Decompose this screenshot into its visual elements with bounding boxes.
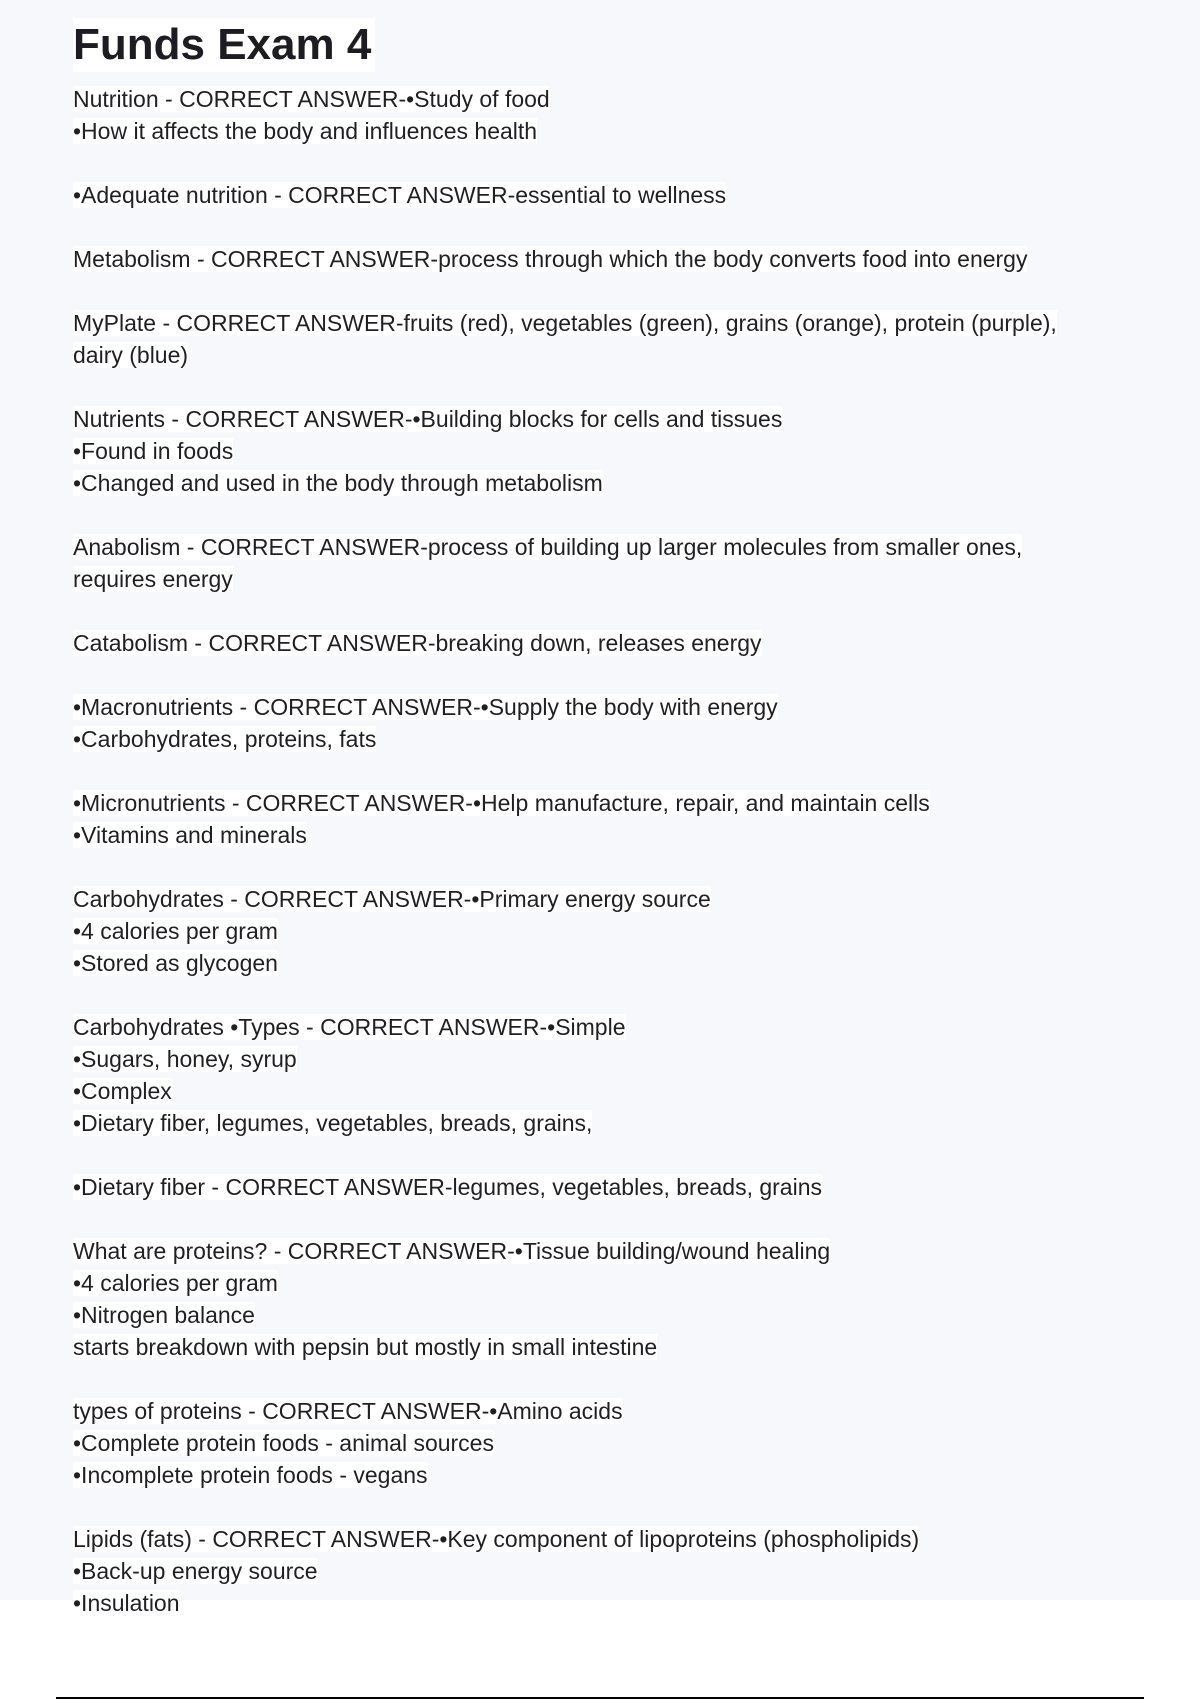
flashcard-list: [73, 83, 1163, 1651]
entry-line-text: Anabolism - CORRECT ANSWER-process of building up larger molecules from smaller ones,: [73, 534, 1023, 560]
entry-line: [73, 1075, 1163, 1107]
flashcard-entry: [73, 883, 1163, 979]
entry-line: [73, 947, 1163, 979]
entry-line: [73, 531, 1163, 563]
entry-line-text: Carbohydrates - CORRECT ANSWER-•Primary energy source: [73, 886, 711, 912]
entry-line: [73, 1395, 1163, 1427]
document-title: Funds Exam 4: [73, 18, 375, 72]
flashcard-entry: [73, 403, 1163, 499]
entry-line: [73, 563, 1163, 595]
entry-line-text: requires energy: [73, 566, 233, 592]
entry-line-text: •Back-up energy source: [73, 1558, 318, 1584]
entry-line-text: •Dietary fiber, legumes, vegetables, breads, grains,: [73, 1110, 593, 1136]
entry-line: [73, 83, 1163, 115]
entry-line: [73, 1555, 1163, 1587]
flashcard-entry: [73, 627, 1163, 659]
entry-line: [73, 787, 1163, 819]
entry-line: [73, 1523, 1163, 1555]
entry-line-text: Lipids (fats) - CORRECT ANSWER-•Key component of lipoproteins (phospholipids): [73, 1526, 920, 1552]
flashcard-entry: [73, 787, 1163, 851]
entry-line: [73, 1299, 1163, 1331]
entry-line-text: •Sugars, honey, syrup: [73, 1046, 297, 1072]
entry-line: [73, 1171, 1163, 1203]
entry-line-text: Nutrients - CORRECT ANSWER-•Building blocks for cells and tissues: [73, 406, 783, 432]
entry-line-text: •How it affects the body and influences health: [73, 118, 538, 144]
entry-line: [73, 115, 1163, 147]
entry-line-text: •Micronutrients - CORRECT ANSWER-•Help manufacture, repair, and maintain cells: [73, 790, 930, 816]
entry-line: [73, 339, 1163, 371]
entry-line-text: •Nitrogen balance: [73, 1302, 255, 1328]
flashcard-entry: [73, 1171, 1163, 1203]
entry-line-text: MyPlate - CORRECT ANSWER-fruits (red), vegetables (green), grains (orange), protein (purple),: [73, 310, 1057, 336]
entry-line-text: •Incomplete protein foods - vegans: [73, 1462, 428, 1488]
entry-line: [73, 1427, 1163, 1459]
entry-line: [73, 435, 1163, 467]
entry-line-text: types of proteins - CORRECT ANSWER-•Amino acids: [73, 1398, 623, 1424]
entry-line: [73, 1587, 1163, 1619]
entry-line: [73, 819, 1163, 851]
entry-line: [73, 1267, 1163, 1299]
flashcard-entry: [73, 1395, 1163, 1491]
entry-line: [73, 403, 1163, 435]
entry-line: [73, 915, 1163, 947]
flashcard-entry: [73, 1235, 1163, 1363]
entry-line: [73, 1107, 1163, 1139]
entry-line-text: •Dietary fiber - CORRECT ANSWER-legumes, vegetables, breads, grains: [73, 1174, 823, 1200]
entry-line: [73, 723, 1163, 755]
flashcard-entry: [73, 531, 1163, 595]
entry-line-text: What are proteins? - CORRECT ANSWER-•Tissue building/wound healing: [73, 1238, 831, 1264]
entry-line-text: •Macronutrients - CORRECT ANSWER-•Supply the body with energy: [73, 694, 778, 720]
flashcard-entry: [73, 1523, 1163, 1619]
entry-line: [73, 1011, 1163, 1043]
entry-line-text: dairy (blue): [73, 342, 189, 368]
entry-line-text: Carbohydrates •Types - CORRECT ANSWER-•Simple: [73, 1014, 626, 1040]
entry-line: [73, 1043, 1163, 1075]
entry-line: [73, 883, 1163, 915]
entry-line-text: •Carbohydrates, proteins, fats: [73, 726, 377, 752]
flashcard-entry: [73, 691, 1163, 755]
entry-line-text: •Found in foods: [73, 438, 234, 464]
entry-line-text: starts breakdown with pepsin but mostly in small intestine: [73, 1334, 658, 1360]
page-divider: [56, 1697, 1144, 1699]
entry-line: [73, 467, 1163, 499]
entry-line: [73, 691, 1163, 723]
entry-line: [73, 179, 1163, 211]
entry-line: [73, 1459, 1163, 1491]
entry-line-text: •Complete protein foods - animal sources: [73, 1430, 494, 1456]
flashcard-entry: [73, 1011, 1163, 1139]
entry-line-text: •4 calories per gram: [73, 1270, 278, 1296]
entry-line-text: Metabolism - CORRECT ANSWER-process through which the body converts food into energy: [73, 246, 1028, 272]
entry-line-text: •Changed and used in the body through metabolism: [73, 470, 603, 496]
entry-line: [73, 243, 1163, 275]
entry-line-text: •Vitamins and minerals: [73, 822, 307, 848]
entry-line: [73, 1235, 1163, 1267]
entry-line-text: •Adequate nutrition - CORRECT ANSWER-essential to wellness: [73, 182, 727, 208]
entry-line: [73, 307, 1163, 339]
flashcard-entry: [73, 83, 1163, 147]
entry-line-text: Catabolism - CORRECT ANSWER-breaking down, releases energy: [73, 630, 762, 656]
entry-line-text: •4 calories per gram: [73, 918, 278, 944]
flashcard-entry: [73, 179, 1163, 211]
entry-line-text: •Stored as glycogen: [73, 950, 278, 976]
entry-line-text: •Complex: [73, 1078, 172, 1104]
entry-line-text: Nutrition - CORRECT ANSWER-•Study of food: [73, 86, 550, 112]
entry-line: [73, 627, 1163, 659]
entry-line-text: •Insulation: [73, 1590, 180, 1616]
flashcard-entry: [73, 307, 1163, 371]
entry-line: [73, 1331, 1163, 1363]
flashcard-entry: [73, 243, 1163, 275]
